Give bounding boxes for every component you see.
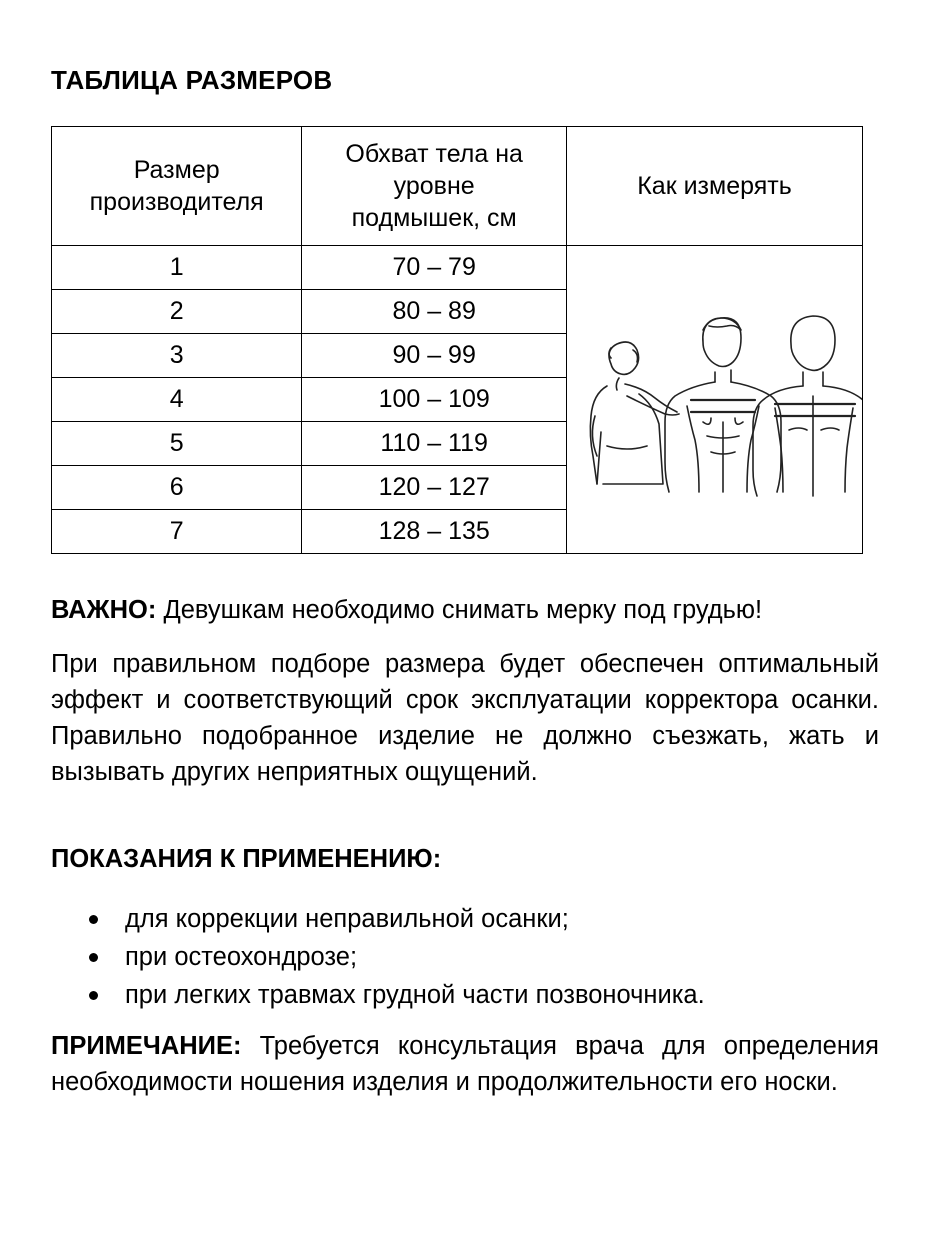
range-cell: 90 – 99 — [302, 334, 567, 378]
size-cell: 4 — [52, 378, 302, 422]
range-cell: 70 – 79 — [302, 246, 567, 290]
size-cell: 3 — [52, 334, 302, 378]
note-text: Требуется консультация врача для определения необходимости ношения изделия и продолжительности его носки. — [51, 1032, 879, 1096]
remark-note — [51, 1028, 879, 1100]
measuring-illustration-icon — [566, 246, 862, 554]
page — [51, 58, 879, 1096]
bullet-icon — [89, 991, 98, 1000]
size-cell: 1 — [52, 246, 302, 290]
range-cell: 100 – 109 — [302, 378, 567, 422]
page-title: ТАБЛИЦА РАЗМЕРОВ — [51, 65, 333, 95]
size-cell: 2 — [52, 290, 302, 334]
list-item: при легких травмах грудной части позвоночника. — [51, 976, 705, 1014]
size-table — [51, 126, 863, 554]
bullet-icon — [89, 953, 98, 962]
range-cell: 120 – 127 — [302, 466, 567, 510]
list-item: для коррекции неправильной осанки; — [51, 900, 705, 938]
list-item: при остеохондрозе; — [51, 938, 705, 976]
important-note — [51, 592, 879, 628]
important-label: ВАЖНО: — [51, 596, 157, 624]
range-cell: 110 – 119 — [302, 422, 567, 466]
table-header-row — [52, 127, 863, 246]
range-cell: 80 – 89 — [302, 290, 567, 334]
indications-title: ПОКАЗАНИЯ К ПРИМЕНЕНИЮ: — [51, 845, 442, 873]
header-how-to-measure: Как измерять — [566, 127, 862, 246]
size-cell: 7 — [52, 510, 302, 554]
header-girth: Обхват тела на уровне подмышек, см — [302, 127, 567, 246]
bullet-icon — [89, 915, 98, 924]
size-cell: 6 — [52, 466, 302, 510]
fit-paragraph: При правильном подборе размера будет обеспечен оптимальный эффект и соответствующий срок эксплуатации корректора осанки. Правильно подобранное изделие не должно съезжать, жать и вызывать других неприятных ощущений. — [51, 650, 879, 786]
indications-list — [51, 900, 705, 1014]
back-man-figure — [753, 316, 862, 496]
header-size: Размер производителя — [52, 127, 302, 246]
note-label: ПРИМЕЧАНИЕ: — [51, 1032, 242, 1060]
front-man-figure — [665, 318, 781, 492]
size-cell: 5 — [52, 422, 302, 466]
table-row — [52, 246, 863, 290]
range-cell: 128 – 135 — [302, 510, 567, 554]
important-text: Девушкам необходимо снимать мерку под грудью! — [156, 596, 763, 624]
